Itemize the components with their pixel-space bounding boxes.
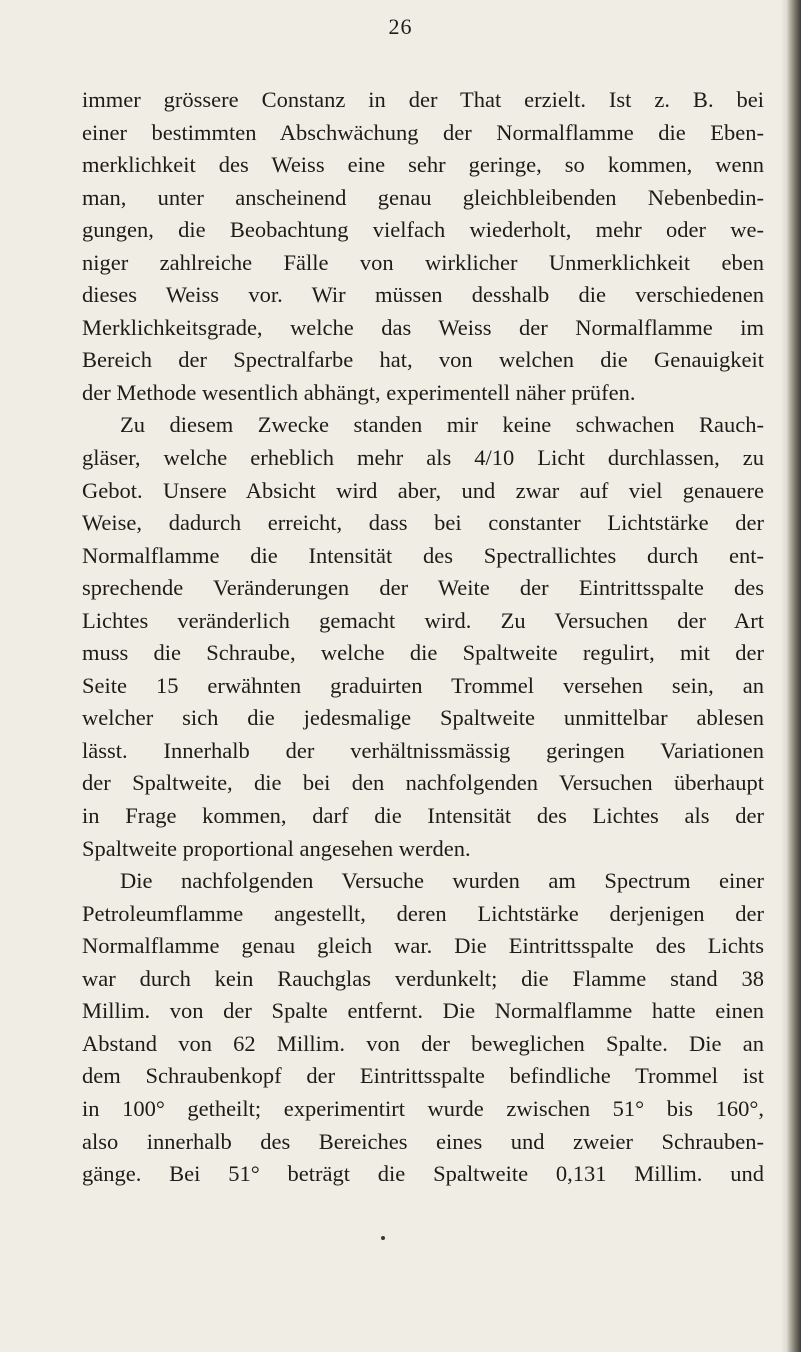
page-number: 26 (388, 14, 413, 39)
text-line: also innerhalb des Bereiches eines und zweier Schrauben- (82, 1128, 764, 1154)
text-line: Gebot. Unsere Absicht wird aber, und zwar auf viel genauere (82, 477, 764, 503)
text-line: Spaltweite proportional angesehen werden. (82, 835, 471, 861)
text-line: dem Schraubenkopf der Eintrittsspalte befindliche Trommel ist (82, 1063, 764, 1089)
text-line: Weise, dadurch erreicht, dass bei constanter Lichtstärke der (82, 510, 764, 536)
text-line: welcher sich die jedesmalige Spaltweite unmittelbar ablesen (82, 705, 764, 731)
page-edge-shadow (787, 0, 801, 1352)
text-line: Seite 15 erwähnten graduirten Trommel versehen sein, an (82, 672, 764, 698)
text-line: sprechende Veränderungen der Weite der Eintrittsspalte des (82, 575, 764, 601)
text-line: gänge. Bei 51° beträgt die Spaltweite 0,131 Millim. und (82, 1161, 764, 1187)
text-line: Lichtes veränderlich gemacht wird. Zu Versuchen der Art (82, 607, 764, 633)
text-line: gungen, die Beobachtung vielfach wiederholt, mehr oder we- (82, 217, 764, 243)
body-text (82, 84, 764, 1191)
text-line: Merklichkeitsgrade, welche das Weiss der Normalflamme im (82, 314, 764, 340)
text-line: man, unter anscheinend genau gleichbleibenden Nebenbedin- (82, 184, 764, 210)
text-line: dieses Weiss vor. Wir müssen desshalb die verschiedenen (82, 282, 764, 308)
text-line: niger zahlreiche Fälle von wirklicher Unmerklichkeit eben (82, 249, 764, 275)
text-line: Die nachfolgenden Versuche wurden am Spectrum einer (120, 868, 764, 894)
text-line: in 100° getheilt; experimentirt wurde zwischen 51° bis 160°, (82, 1095, 764, 1121)
text-line: gläser, welche erheblich mehr als 4/10 Licht durchlassen, zu (82, 445, 764, 471)
text-line: der Methode wesentlich abhängt, experimentell näher prüfen. (82, 379, 636, 405)
text-line: Petroleumflamme angestellt, deren Lichtstärke derjenigen der (82, 900, 764, 926)
text-line: muss die Schraube, welche die Spaltweite regulirt, mit der (82, 640, 764, 666)
text-line: lässt. Innerhalb der verhältnissmässig geringen Variationen (82, 737, 764, 763)
text-line: immer grössere Constanz in der That erzielt. Ist z. B. bei (82, 87, 764, 112)
text-line: Abstand von 62 Millim. von der beweglichen Spalte. Die an (82, 1030, 764, 1056)
text-line: Bereich der Spectralfarbe hat, von welchen die Genauigkeit (82, 347, 764, 373)
text-line: merklichkeit des Weiss eine sehr geringe, so kommen, wenn (82, 152, 764, 178)
ink-speck (381, 1236, 385, 1240)
text-line: der Spaltweite, die bei den nachfolgenden Versuchen überhaupt (82, 770, 764, 796)
text-line: einer bestimmten Abschwächung der Normalflamme die Eben- (82, 119, 764, 145)
text-line: Millim. von der Spalte entfernt. Die Normalflamme hatte einen (82, 998, 764, 1024)
text-line: Normalflamme die Intensität des Spectrallichtes durch ent- (82, 542, 764, 568)
text-line: Normalflamme genau gleich war. Die Eintrittsspalte des Lichts (82, 933, 764, 959)
text-line: Zu diesem Zwecke standen mir keine schwachen Rauch- (120, 412, 764, 438)
text-line: war durch kein Rauchglas verdunkelt; die Flamme stand 38 (82, 965, 764, 991)
text-line: in Frage kommen, darf die Intensität des Lichtes als der (82, 803, 764, 829)
